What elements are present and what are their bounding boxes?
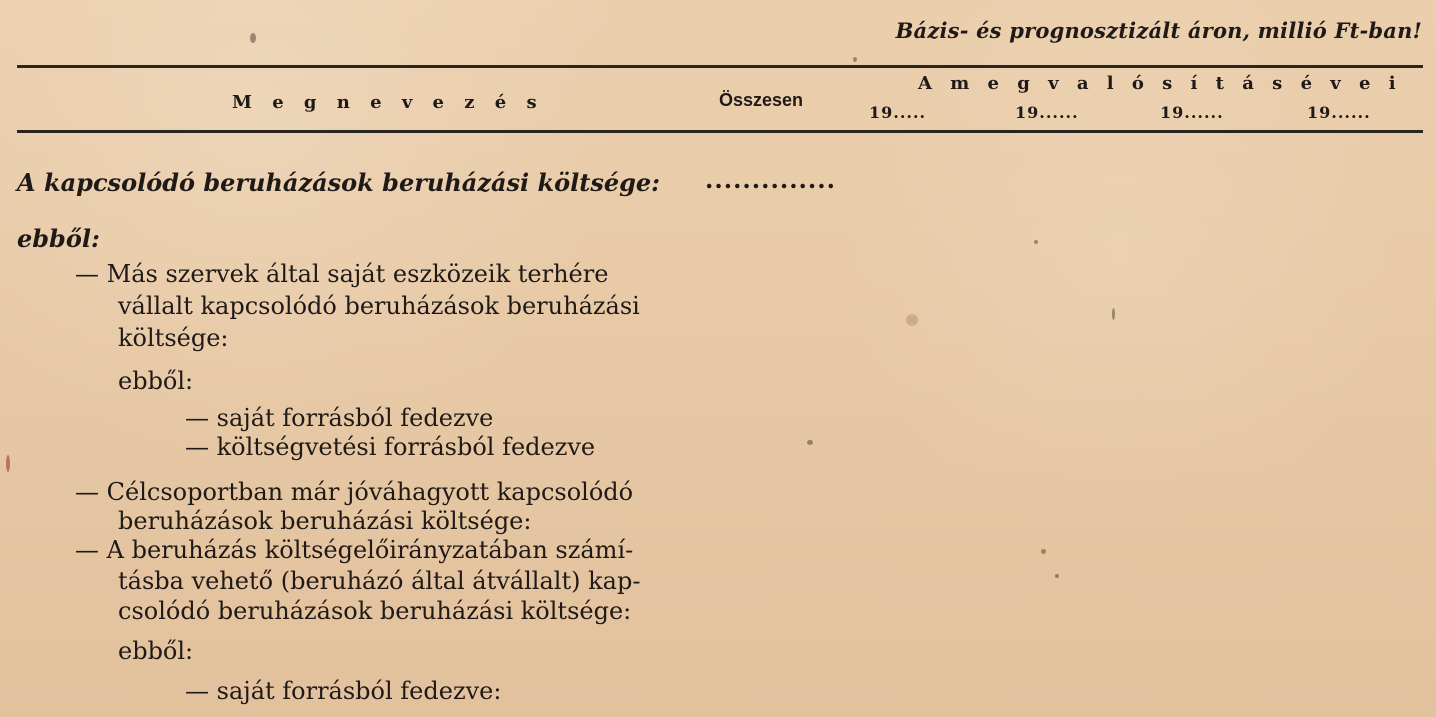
item-2-line-2: beruházások beruházási költsége:	[118, 507, 532, 535]
column-header-name: M e g n e v e z é s	[232, 92, 544, 113]
item-3-line-3: csolódó beruházások beruházási költsége:	[118, 597, 632, 625]
currency-note: Bázis- és prognosztizált áron, millió Ft-ban!	[895, 18, 1422, 43]
bottom-rule	[17, 130, 1423, 133]
item-1-sub-1: — saját forrásból fedezve	[185, 404, 494, 432]
column-header-years-title: A m e g v a l ó s í t á s é v e i	[918, 73, 1402, 94]
paper-speck	[853, 57, 857, 62]
main-label: A kapcsolódó beruházások beruházási költsége:	[17, 168, 661, 197]
year-column-2: 19......	[1015, 103, 1079, 122]
item-1-sub-label: ebből:	[118, 367, 194, 395]
item-3-sub-label: ebből:	[118, 637, 194, 665]
paper-speck	[906, 314, 918, 326]
paper-speck	[1034, 240, 1038, 244]
paper-speck	[6, 455, 10, 472]
item-3-line-1: — A beruházás költségelőirányzatában számí-	[75, 536, 634, 564]
item-1-sub-2: — költségvetési forrásból fedezve	[185, 433, 596, 461]
column-header-total: Összesen	[719, 90, 804, 110]
item-3-line-2: tásba vehető (beruházó által átvállalt) kap-	[118, 567, 641, 595]
top-rule	[17, 65, 1423, 68]
paper-speck	[807, 440, 813, 445]
paper-speck	[1041, 549, 1046, 554]
paper-speck	[250, 33, 256, 43]
main-dots: ..............	[705, 165, 836, 194]
item-1-line-3: költsége:	[118, 324, 229, 352]
year-column-3: 19......	[1160, 103, 1224, 122]
item-1-line-1: — Más szervek által saját eszközeik terhére	[75, 260, 609, 288]
sub-label: ebből:	[17, 224, 100, 253]
item-2-line-1: — Célcsoportban már jóváhagyott kapcsolódó	[75, 478, 634, 506]
year-column-1: 19.....	[869, 103, 927, 122]
paper-speck	[1112, 308, 1115, 320]
paper-speck	[1055, 574, 1059, 578]
year-column-4: 19......	[1307, 103, 1371, 122]
item-3-sub-1: — saját forrásból fedezve:	[185, 677, 502, 705]
item-1-line-2: vállalt kapcsolódó beruházások beruházási	[118, 292, 640, 320]
